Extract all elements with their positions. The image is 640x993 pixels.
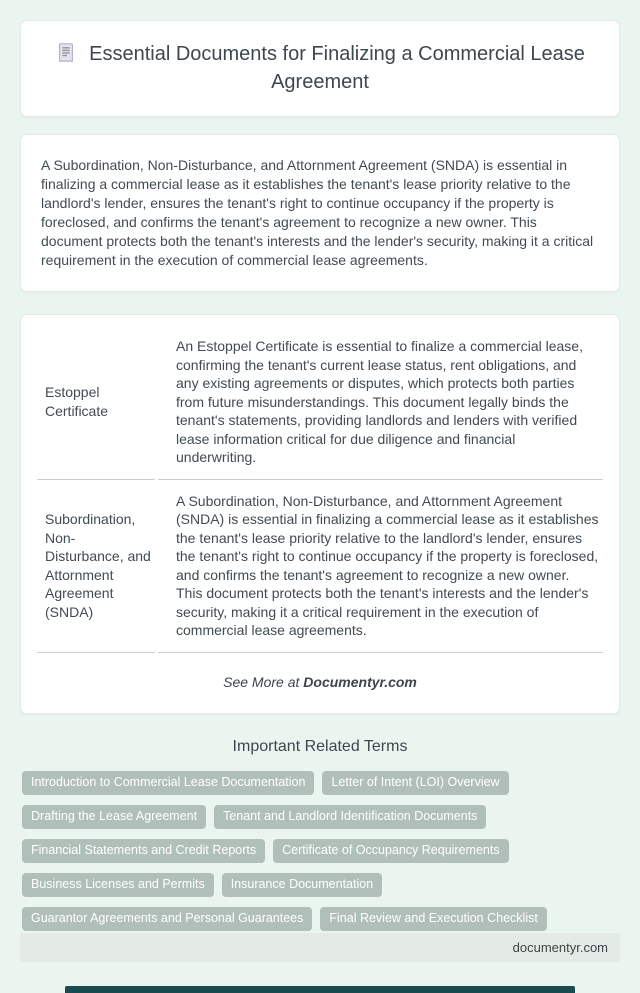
table-row: [37, 480, 603, 653]
tag-row: [22, 771, 618, 795]
tag-row: [22, 907, 618, 931]
related-term-tag[interactable]: Introduction to Commercial Lease Documentation: [22, 771, 314, 795]
brand-link[interactable]: Documentyr.com: [303, 673, 417, 690]
table-row: [37, 325, 603, 480]
related-term-tag[interactable]: Business Licenses and Permits: [22, 873, 214, 897]
tag-row: [22, 873, 618, 897]
related-term-tag[interactable]: Financial Statements and Credit Reports: [22, 839, 265, 863]
related-terms-list: [0, 771, 640, 931]
footer-bar: [20, 933, 620, 962]
tag-row: [22, 839, 618, 863]
term-description: A Subordination, Non-Disturbance, and Attornment Agreement (SNDA) is essential in finalizing a commercial lease as it establishes the tenant's lease priority relative to the landlord's lender, ensures the tenant's right to continue occupancy if the property is foreclosed, and confirms the tenant's agreement to recognize a new owner. This document protects both the tenant's interests and the lender's security, making it a critical requirement in the execution of commercial lease agreements.: [158, 480, 603, 653]
related-term-tag[interactable]: Tenant and Landlord Identification Documents: [214, 805, 486, 829]
title-card: [20, 20, 620, 117]
related-term-tag[interactable]: Final Review and Execution Checklist: [320, 907, 546, 931]
related-term-tag[interactable]: Drafting the Lease Agreement: [22, 805, 206, 829]
terms-table: [34, 325, 606, 653]
intro-card: [20, 134, 620, 292]
page-title: Essential Documents for Finalizing a Commercial Lease Agreement: [89, 43, 585, 93]
footer-site-link[interactable]: documentyr.com: [512, 940, 608, 955]
related-term-tag[interactable]: Guarantor Agreements and Personal Guarantees: [22, 907, 312, 931]
see-more-prefix: See More at: [223, 673, 304, 690]
related-terms-heading: Important Related Terms: [232, 737, 408, 755]
term-name: Subordination, Non-Disturbance, and Attornment Agreement (SNDA): [37, 480, 155, 653]
related-term-tag[interactable]: Insurance Documentation: [222, 873, 382, 897]
term-description: An Estoppel Certificate is essential to finalize a commercial lease, confirming the tenant's current lease status, rent obligations, and any existing agreements or disputes, which protects both parties from future misunderstandings. This document legally binds the tenant's statements, providing landlords and lenders with verified lease information critical for due diligence and financial underwriting.: [158, 325, 603, 480]
term-name: Estoppel Certificate: [37, 325, 155, 480]
receipt-icon: [55, 42, 77, 64]
related-term-tag[interactable]: Certificate of Occupancy Requirements: [273, 839, 508, 863]
related-term-tag[interactable]: Letter of Intent (LOI) Overview: [322, 771, 508, 795]
tag-row: [22, 805, 618, 829]
terms-table-card: [20, 314, 620, 714]
intro-paragraph: A Subordination, Non-Disturbance, and Attornment Agreement (SNDA) is essential in finalizing a commercial lease as it establishes the tenant's lease priority relative to the landlord's lender, ensures the tenant's right to continue occupancy if the property is foreclosed, and confirms the tenant's agreement to recognize a new owner. This document protects both the tenant's interests and the lender's security, making it a critical requirement in the execution of commercial lease agreements.: [41, 157, 594, 268]
see-more-line: [34, 674, 606, 690]
bottom-bar: [65, 986, 575, 993]
